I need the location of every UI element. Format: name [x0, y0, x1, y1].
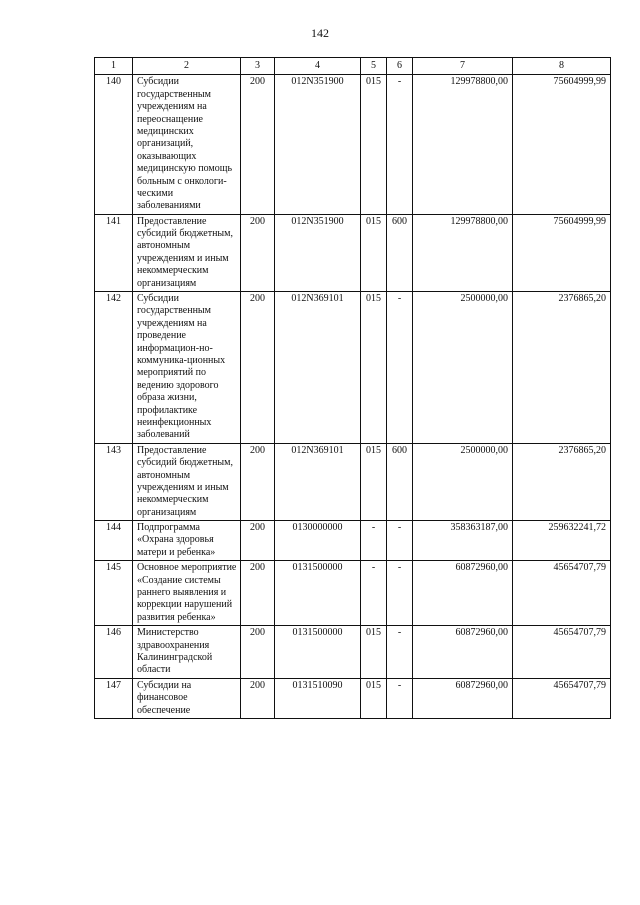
row-code: 012N351900: [275, 214, 361, 291]
row-name: Субсидии на финансовое обеспечение: [133, 678, 241, 718]
row-col3: 200: [241, 678, 275, 718]
row-amount-8: 45654707,79: [513, 678, 611, 718]
table-row: [95, 292, 611, 444]
row-code: 0131500000: [275, 626, 361, 679]
row-col6: -: [387, 75, 413, 214]
row-number: 140: [95, 75, 133, 214]
header-col-2: 2: [133, 58, 241, 75]
row-code: 0130000000: [275, 521, 361, 561]
row-code: 0131500000: [275, 561, 361, 626]
row-name: Предоставление субсидий бюджетным, автономным учреждениям и иным некоммерческим организациям: [133, 443, 241, 520]
row-number: 142: [95, 292, 133, 444]
row-number: 145: [95, 561, 133, 626]
row-amount-7: 129978800,00: [413, 75, 513, 214]
header-col-8: 8: [513, 58, 611, 75]
table-row: [95, 214, 611, 291]
row-amount-7: 129978800,00: [413, 214, 513, 291]
row-col5: -: [361, 561, 387, 626]
row-name: Министерство здравоохранения Калининградской области: [133, 626, 241, 679]
row-col3: 200: [241, 443, 275, 520]
row-amount-7: 60872960,00: [413, 678, 513, 718]
row-number: 147: [95, 678, 133, 718]
row-amount-7: 2500000,00: [413, 292, 513, 444]
row-code: 012N351900: [275, 75, 361, 214]
row-name: Субсидии государственным учреждениям на проведение информацион-но-коммуника-ционных мероприятий по ведению здорового образа жизни, профилактике неинфекционных заболеваний: [133, 292, 241, 444]
table-row: [95, 75, 611, 214]
row-amount-8: 75604999,99: [513, 75, 611, 214]
row-name: Основное мероприятие «Создание системы раннего выявления и коррекции нарушений развития ребенка»: [133, 561, 241, 626]
table-row: [95, 521, 611, 561]
row-amount-7: 60872960,00: [413, 626, 513, 679]
row-number: 141: [95, 214, 133, 291]
row-col6: -: [387, 626, 413, 679]
header-col-7: 7: [413, 58, 513, 75]
header-col-3: 3: [241, 58, 275, 75]
row-col6: 600: [387, 214, 413, 291]
row-col5: 015: [361, 443, 387, 520]
row-amount-8: 259632241,72: [513, 521, 611, 561]
row-col6: -: [387, 561, 413, 626]
row-col3: 200: [241, 626, 275, 679]
row-amount-8: 2376865,20: [513, 443, 611, 520]
header-col-6: 6: [387, 58, 413, 75]
header-row: [95, 58, 611, 75]
table-row: [95, 626, 611, 679]
header-col-4: 4: [275, 58, 361, 75]
row-col3: 200: [241, 561, 275, 626]
row-code: 012N369101: [275, 443, 361, 520]
row-number: 144: [95, 521, 133, 561]
table-row: [95, 561, 611, 626]
row-number: 146: [95, 626, 133, 679]
row-col6: -: [387, 678, 413, 718]
header-col-1: 1: [95, 58, 133, 75]
row-number: 143: [95, 443, 133, 520]
row-col6: 600: [387, 443, 413, 520]
row-col5: -: [361, 521, 387, 561]
row-code: 0131510090: [275, 678, 361, 718]
row-col3: 200: [241, 75, 275, 214]
row-col6: -: [387, 292, 413, 444]
row-col5: 015: [361, 292, 387, 444]
header-col-5: 5: [361, 58, 387, 75]
row-col5: 015: [361, 214, 387, 291]
row-amount-7: 2500000,00: [413, 443, 513, 520]
row-col5: 015: [361, 626, 387, 679]
row-amount-7: 60872960,00: [413, 561, 513, 626]
row-col6: -: [387, 521, 413, 561]
row-name: Предоставление субсидий бюджетным, автономным учреждениям и иным некоммерческим организациям: [133, 214, 241, 291]
row-name: Субсидии государственным учреждениям на переоснащение медицинских организаций, оказывающих медицинскую помощь больным с онкологи-ческими заболеваниями: [133, 75, 241, 214]
row-amount-8: 2376865,20: [513, 292, 611, 444]
row-col3: 200: [241, 521, 275, 561]
row-amount-8: 45654707,79: [513, 561, 611, 626]
row-amount-8: 45654707,79: [513, 626, 611, 679]
row-name: Подпрограмма «Охрана здоровья матери и ребенка»: [133, 521, 241, 561]
row-amount-7: 358363187,00: [413, 521, 513, 561]
row-col3: 200: [241, 214, 275, 291]
row-col5: 015: [361, 678, 387, 718]
row-col5: 015: [361, 75, 387, 214]
row-code: 012N369101: [275, 292, 361, 444]
table-row: [95, 443, 611, 520]
budget-table: [94, 57, 611, 719]
page-number: 142: [311, 26, 329, 40]
row-col3: 200: [241, 292, 275, 444]
row-amount-8: 75604999,99: [513, 214, 611, 291]
table-row: [95, 678, 611, 718]
